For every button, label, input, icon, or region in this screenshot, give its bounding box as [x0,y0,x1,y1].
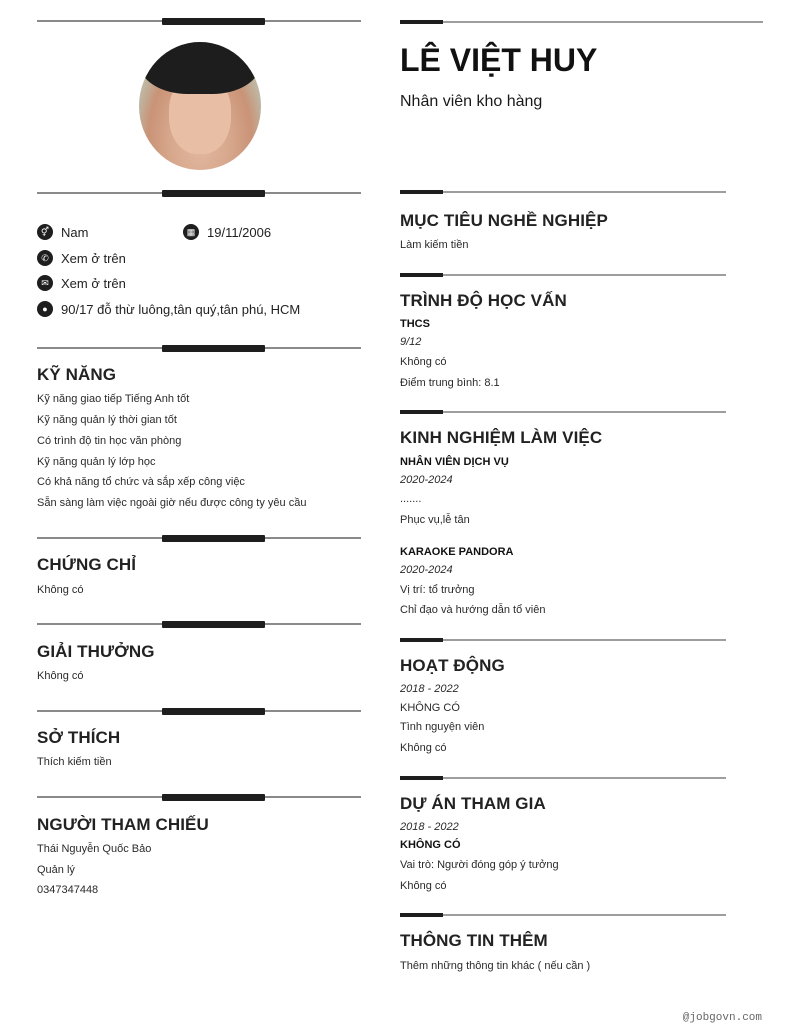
divider [37,535,361,542]
divider [37,190,361,197]
reference-item: Quản lý [37,864,75,876]
objective-text: Làm kiếm tiền [400,239,469,251]
education-school: THCS [400,318,430,330]
project-name: KHÔNG CÓ [400,839,461,851]
section-title-experience: KINH NGHIỆM LÀM VIỆC [400,428,603,447]
job-title: Nhân viên kho hàng [400,93,543,110]
experience-company: NHÂN VIÊN DỊCH VỤ [400,456,509,468]
skill-item: Sẵn sàng làm việc ngoài giờ nếu được công ty yêu cầu [37,497,307,509]
experience-description: Phục vụ,lễ tân [400,514,470,526]
education-major: Không có [400,356,447,368]
skill-item: Có trình độ tin học văn phòng [37,435,182,447]
experience-company: KARAOKE PANDORA [400,546,514,558]
skill-item: Kỹ năng giao tiếp Tiếng Anh tốt [37,393,190,405]
gender-icon: ⚥ [37,224,53,240]
education-gpa: Điểm trung bình: 8.1 [400,377,500,389]
skill-item: Kỹ năng quản lý lớp học [37,456,156,468]
reference-item: Thái Nguyễn Quốc Bảo [37,843,152,855]
email-icon: ✉ [37,275,53,291]
activity-period: 2018 - 2022 [400,683,459,695]
divider [37,18,361,25]
education-period: 9/12 [400,336,422,348]
experience-period: 2020-2024 [400,474,453,486]
contact-birthday [183,224,271,240]
section-title-awards: GIẢI THƯỞNG [37,642,155,661]
divider [400,776,726,780]
skill-item: Có khả năng tổ chức và sắp xếp công việc [37,476,245,488]
calendar-icon: ▦ [183,224,199,240]
section-title-additional: THÔNG TIN THÊM [400,931,548,950]
activity-description: Không có [400,742,447,754]
divider [400,190,726,194]
section-title-skills: KỸ NĂNG [37,365,117,384]
section-title-activities: HOẠT ĐỘNG [400,656,505,675]
experience-position: Vị trí: tổ trưởng [400,584,475,596]
candidate-name: LÊ VIỆT HUY [400,42,598,78]
divider [400,638,726,642]
section-title-education: TRÌNH ĐỘ HỌC VẤN [400,291,567,310]
divider [37,794,361,801]
project-description: Không có [400,880,447,892]
experience-description: Chỉ đạo và hướng dẫn tổ viên [400,604,546,616]
project-period: 2018 - 2022 [400,821,459,833]
section-title-references: NGƯỜI THAM CHIẾU [37,815,209,834]
divider [400,20,763,24]
address-value: 90/17 đỗ thừ luông,tân quý,tân phú, HCM [61,301,301,317]
activity-role: Tình nguyện viên [400,721,485,733]
divider [37,345,361,352]
contact-address [37,301,300,317]
contact-gender [37,224,88,240]
reference-item: 0347347448 [37,884,99,896]
divider [37,621,361,628]
phone-value: Xem ở trên [61,250,126,266]
activity-organization: KHÔNG CÓ [400,702,460,714]
contact-email [37,275,126,291]
divider [400,273,726,277]
gender-value: Nam [61,224,89,240]
watermark: @jobgovn.com [682,1012,762,1024]
additional-text: Thêm những thông tin khác ( nếu cần ) [400,960,591,972]
experience-position: ....... [400,493,422,505]
project-role: Vai trò: Người đóng góp ý tưởng [400,859,559,871]
experience-period: 2020-2024 [400,564,453,576]
location-icon: ● [37,301,53,317]
divider [37,708,361,715]
certificate-item: Không có [37,584,84,596]
skill-item: Kỹ năng quản lý thời gian tốt [37,414,177,426]
email-value: Xem ở trên [61,275,126,291]
section-title-certificates: CHỨNG CHỈ [37,555,137,574]
birthday-value: 19/11/2006 [207,224,272,240]
phone-icon: ✆ [37,250,53,266]
divider [400,913,726,917]
avatar-hair [139,42,261,94]
hobby-item: Thích kiếm tiền [37,756,112,768]
award-item: Không có [37,670,84,682]
divider [400,410,726,414]
section-title-hobbies: SỞ THÍCH [37,728,121,747]
contact-phone [37,250,126,266]
section-title-objective: MỤC TIÊU NGHỀ NGHIỆP [400,211,608,230]
avatar [139,42,261,170]
section-title-projects: DỰ ÁN THAM GIA [400,794,546,813]
